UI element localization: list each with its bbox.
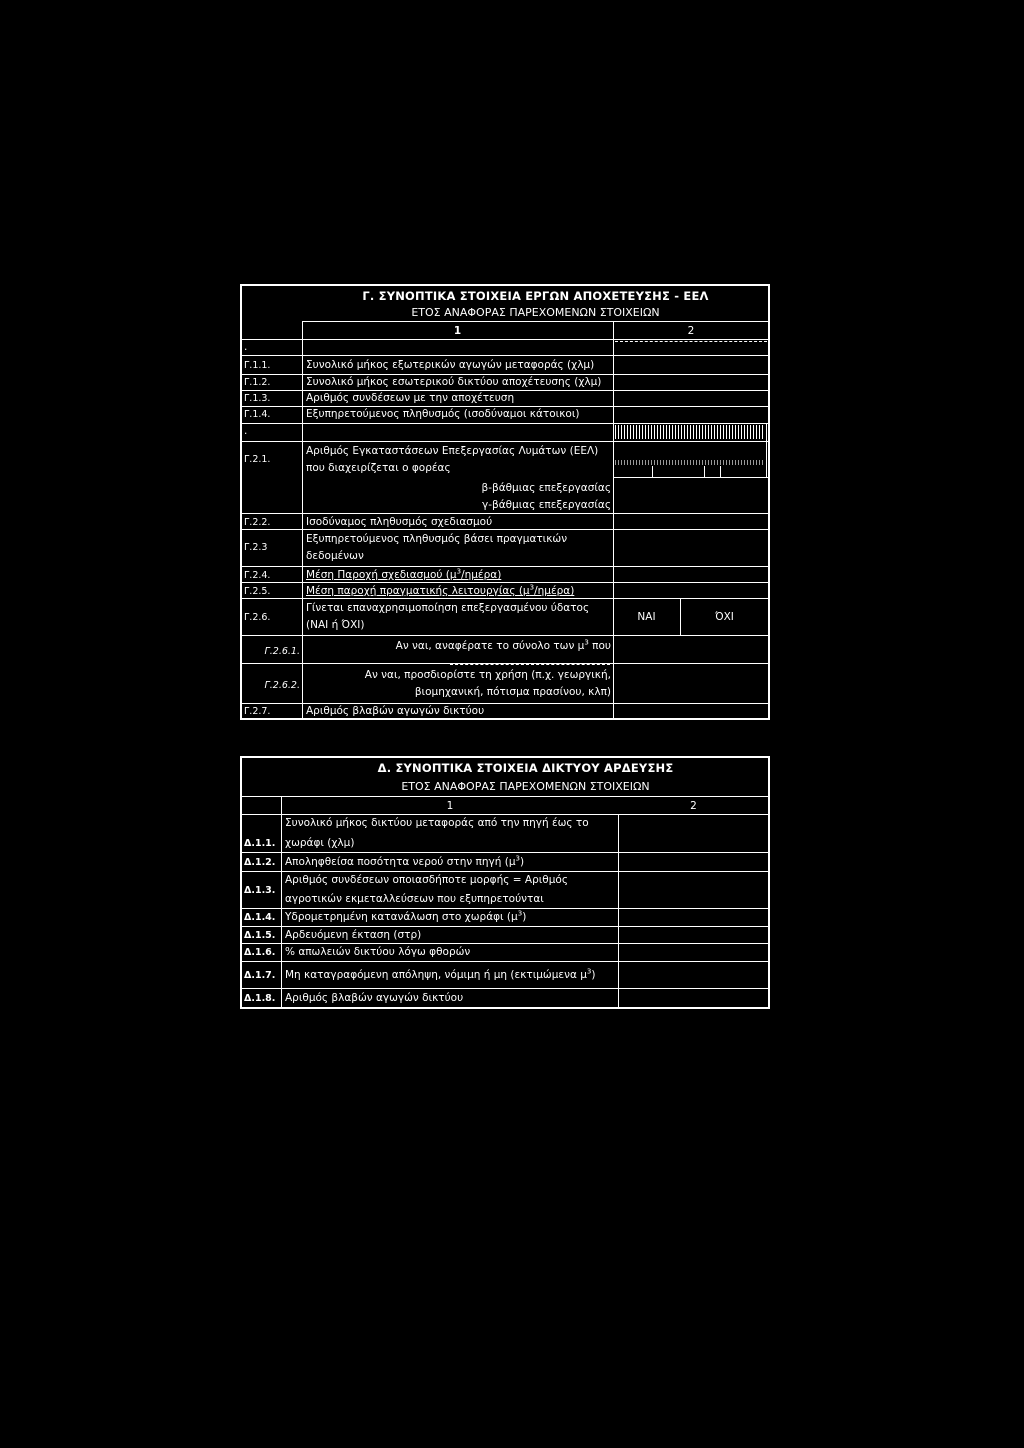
hatched-fill bbox=[615, 425, 765, 439]
section-g-title: Γ. ΣΥΝΟΠΤΙΚΑ ΣΤΟΙΧΕΙΑ ΕΡΓΩΝ ΑΠΟΧΕΤΕΥΣΗΣ - ΕΕΛ bbox=[362, 289, 709, 303]
row-label: δεδομένων bbox=[306, 550, 364, 562]
row-code: Δ.1.4. bbox=[244, 912, 276, 923]
row-code: Γ.2.7. bbox=[244, 706, 271, 717]
row-label: Αν ναι, αναφέρατε το σύνολο των $\mu^3$ που bbox=[395, 638, 611, 652]
row-label: Υδρομετρημένη κατανάλωση στο χωράφι $(\mu^3)$ bbox=[285, 909, 527, 923]
row-label: Αριθμός βλαβών αγωγών δικτύου bbox=[306, 705, 485, 717]
row-code: Γ.2.3 bbox=[244, 542, 268, 553]
row-label: γ-βάθμιας επεξεργασίας bbox=[482, 499, 611, 511]
row-label: Αριθμός βλαβών αγωγών δικτύου bbox=[285, 992, 464, 1004]
row-label: Αριθμός συνδέσεων οποιασδήποτε μορφής = Αριθμός bbox=[285, 874, 568, 886]
hatched-fill bbox=[615, 460, 765, 465]
yes-option: ΝΑΙ bbox=[637, 611, 656, 623]
row-label: Συνολικό μήκος εσωτερικού δικτύου αποχέτευσης (χλμ) bbox=[306, 376, 602, 388]
row-code: Δ.1.2. bbox=[244, 857, 276, 868]
row-label: Αριθμός Εγκαταστάσεων Επεξεργασίας Λυμάτων (ΕΕΛ) bbox=[306, 445, 599, 457]
no-option: ΌΧΙ bbox=[715, 611, 734, 623]
row-code: Γ.2.6.2. bbox=[264, 680, 300, 691]
row-label: Γίνεται επαναχρησιμοποίηση επεξεργασμένου ύδατος bbox=[306, 602, 590, 614]
column-1-header: 1 bbox=[453, 325, 462, 337]
row-code: Γ.2.1. bbox=[244, 454, 271, 465]
row-label: Αν ναι, προσδιορίστε τη χρήση (π.χ. γεωργική, bbox=[364, 669, 611, 681]
row-code: Γ.2.6. bbox=[244, 612, 271, 623]
row-label: χωράφι (χλμ) bbox=[285, 837, 355, 849]
row-code: Γ.1.1. bbox=[244, 360, 271, 371]
column-2-header: 2 bbox=[690, 800, 697, 812]
row-label: Συνολικό μήκος δικτύου μεταφοράς από την πηγή έως το bbox=[285, 817, 589, 829]
column-2-header: 2 bbox=[687, 325, 695, 337]
row-label: % απωλειών δικτύου λόγω φθορών bbox=[285, 946, 471, 958]
row-label: Μέση Παροχή σχεδιασμού $(\mu^3/\eta\mu έ\rho\alpha)$ bbox=[306, 567, 502, 581]
row-code: Γ.1.2. bbox=[244, 377, 271, 388]
row-label: Μέση παροχή πραγματικής λειτουργίας $(\mu^3/\eta\mu έ\rho\alpha)$ bbox=[306, 583, 575, 597]
row-label: Συνολικό μήκος εξωτερικών αγωγών μεταφοράς (χλμ) bbox=[306, 359, 595, 371]
row-code: Γ.2.2. bbox=[244, 517, 271, 528]
row-label: Μη καταγραφόμενη απόληψη, νόμιμη ή μη (εκτιμώμενα $\mu^3$) bbox=[285, 967, 596, 981]
row-code: Γ.2.5. bbox=[244, 586, 271, 597]
row-code: Γ.2.4. bbox=[244, 570, 271, 581]
row-label: βιομηχανική, πότισμα πρασίνου, κλπ) bbox=[414, 686, 611, 698]
row-label: Αριθμός συνδέσεων με την αποχέτευση bbox=[306, 392, 515, 404]
section-g-subtitle: ΕΤΟΣ ΑΝΑΦΟΡΑΣ ΠΑΡΕΧΟΜΕΝΩΝ ΣΤΟΙΧΕΙΩΝ bbox=[411, 306, 660, 319]
row-code: Γ.1.3. bbox=[244, 393, 271, 404]
row-code: Δ.1.7. bbox=[244, 970, 276, 981]
row-label: που διαχειρίζεται ο φορέας bbox=[306, 462, 451, 474]
row-code: Δ.1.5. bbox=[244, 930, 276, 941]
row-label: Ισοδύναμος πληθυσμός σχεδιασμού bbox=[306, 516, 493, 528]
row-dot: . bbox=[244, 341, 248, 353]
row-code: Δ.1.8. bbox=[244, 993, 276, 1004]
row-code: Γ.2.6.1. bbox=[264, 646, 300, 657]
row-label: (ΝΑΙ ή ΌΧΙ) bbox=[306, 619, 365, 631]
row-label: β-βάθμιας επεξεργασίας bbox=[481, 482, 611, 494]
row-label: Εξυπηρετούμενος πληθυσμός βάσει πραγματικών bbox=[306, 533, 568, 545]
row-label: Αρδευόμενη έκταση (στρ) bbox=[285, 929, 422, 941]
row-code: Δ.1.3. bbox=[244, 885, 276, 896]
section-d-subtitle: ΕΤΟΣ ΑΝΑΦΟΡΑΣ ΠΑΡΕΧΟΜΕΝΩΝ ΣΤΟΙΧΕΙΩΝ bbox=[401, 780, 650, 793]
row-label: Αποληφθείσα ποσότητα νερού στην πηγή $(\mu^3)$ bbox=[285, 854, 525, 868]
row-code: Γ.1.4. bbox=[244, 409, 271, 420]
column-1-header: 1 bbox=[446, 800, 454, 812]
section-d-title: Δ. ΣΥΝΟΠΤΙΚΑ ΣΤΟΙΧΕΙΑ ΔΙΚΤΥΟΥ ΑΡΔΕΥΣΗΣ bbox=[377, 761, 674, 775]
row-code: Δ.1.1. bbox=[244, 838, 276, 849]
row-dot: . bbox=[244, 425, 248, 437]
row-label: αγροτικών εκμεταλλεύσεων που εξυπηρετούνται bbox=[285, 893, 544, 905]
row-code: Δ.1.6. bbox=[244, 947, 276, 958]
row-label: Εξυπηρετούμενος πληθυσμός (ισοδύναμοι κάτοικοι) bbox=[306, 408, 580, 420]
